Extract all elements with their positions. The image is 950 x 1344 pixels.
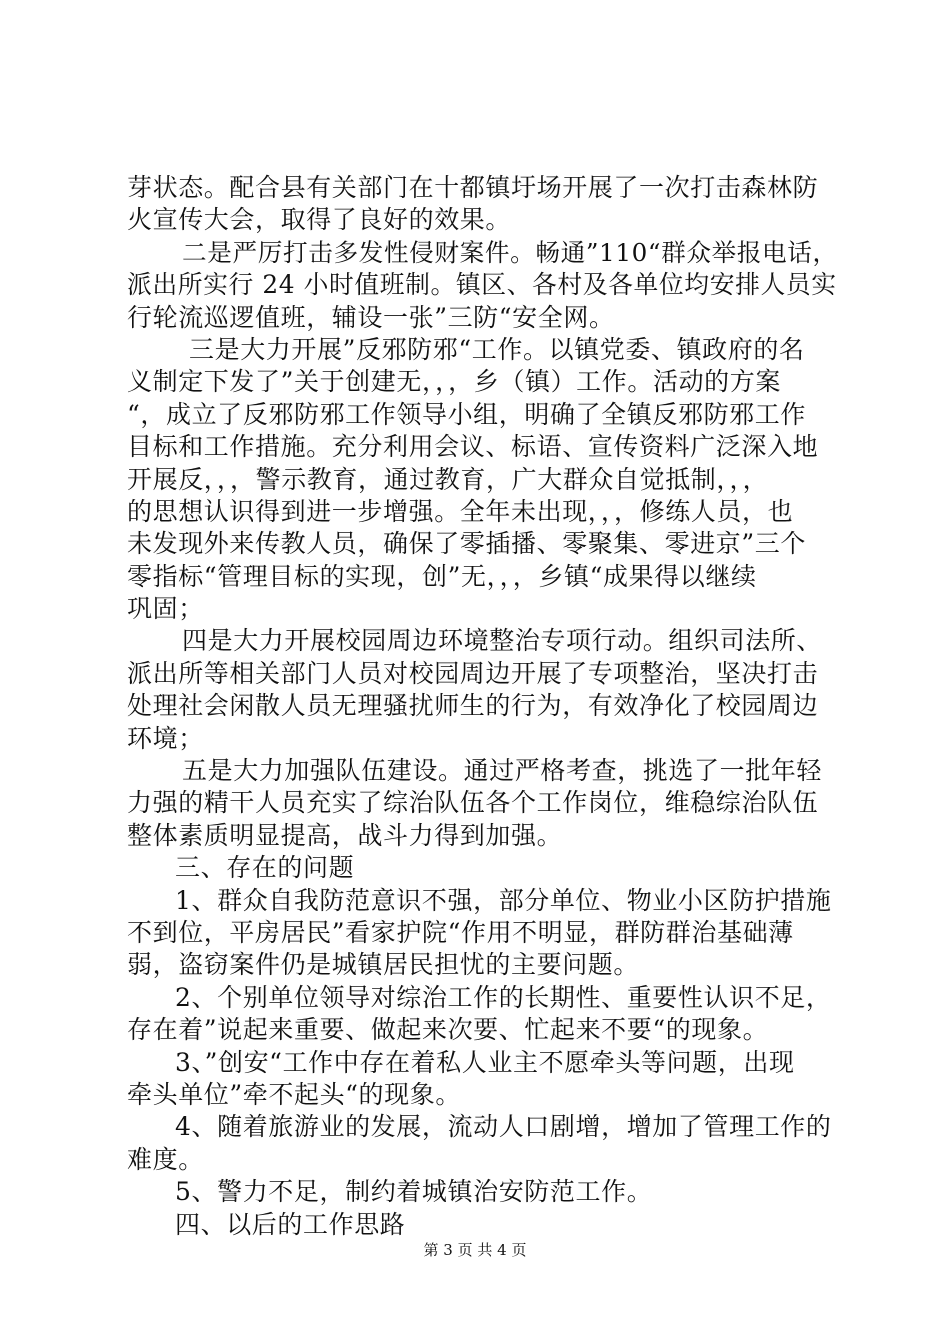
text-line: 处理社会闲散人员无理骚扰师生的行为，有效净化了校园周边 <box>127 691 819 721</box>
text-line: 二是严厉打击多发性侵财案件。畅通”110“群众举报电话， <box>182 237 838 267</box>
text-line: 弱，盗窃案件仍是城镇居民担忧的主要问题。 <box>127 950 640 980</box>
text-line: 目标和工作措施。充分利用会议、标语、宣传资料广泛深入地 <box>127 432 819 462</box>
text-line: 火宣传大会，取得了良好的效果。 <box>127 205 512 235</box>
text-line: 3、”创安“工作中存在着私人业主不愿牵头等问题，出现 <box>175 1047 795 1077</box>
document-body <box>127 172 837 1241</box>
text-line: 四是大力开展校园周边环境整治专项行动。组织司法所、 <box>182 626 823 656</box>
text-line: 义制定下发了”关于创建无，，，乡（镇）工作。活动的方案 <box>127 367 781 397</box>
text-line: 五是大力加强队伍建设。通过严格考查，挑选了一批年轻 <box>182 756 823 786</box>
text-line: 派出所等相关部门人员对校园周边开展了专项整治，坚决打击 <box>127 658 819 688</box>
text-line: 的思想认识得到进一步增强。全年未出现，，，修练人员，也 <box>127 496 794 526</box>
text-line: 环境； <box>127 723 204 753</box>
text-line: 四、以后的工作思路 <box>175 1209 406 1239</box>
text-line: 巩固； <box>127 594 204 624</box>
text-line: 2、个别单位领导对综治工作的长期性、重要性认识不足， <box>175 982 832 1012</box>
text-line: 零指标“管理目标的实现，创”无，，，乡镇“成果得以继续 <box>127 561 757 591</box>
text-line: 4、随着旅游业的发展，流动人口剧增，增加了管理工作的 <box>175 1112 832 1142</box>
text-line: 开展反，，，警示教育，通过教育，广大群众自觉抵制，，， <box>127 464 769 494</box>
text-line: 力强的精干人员充实了综治队伍各个工作岗位，维稳综治队伍 <box>127 788 819 818</box>
text-line: 牵头单位”牵不起头“的现象。 <box>127 1079 461 1109</box>
text-line: 行轮流巡逻值班，辅设一张”三防“安全网。 <box>127 302 615 332</box>
text-line: 派出所实行 24 小时值班制。镇区、各村及各单位均安排人员实 <box>127 270 837 300</box>
text-line: 5、警力不足，制约着城镇治安防范工作。 <box>175 1177 653 1207</box>
text-line: 三是大力开展”反邪防邪“工作。以镇党委、镇政府的名 <box>189 334 805 364</box>
page-footer: 第 3 页 共 4 页 <box>423 1241 527 1259</box>
text-line: 未发现外来传教人员，确保了零插播、零聚集、零进京”三个 <box>127 529 806 559</box>
text-line: 整体素质明显提高，战斗力得到加强。 <box>127 820 563 850</box>
text-line: 芽状态。配合县有关部门在十都镇圩场开展了一次打击森林防 <box>127 173 819 202</box>
text-line: 三、存在的问题 <box>175 853 355 883</box>
text-line: 存在着”说起来重要、做起来次要、忙起来不要“的现象。 <box>127 1015 769 1045</box>
text-line: “，成立了反邪防邪工作领导小组，明确了全镇反邪防邪工作 <box>127 399 806 429</box>
text-line: 不到位，平房居民”看家护院“作用不明显，群防群治基础薄 <box>127 917 794 947</box>
text-line: 难度。 <box>127 1144 204 1174</box>
text-line: 1、群众自我防范意识不强，部分单位、物业小区防护措施 <box>175 885 832 915</box>
